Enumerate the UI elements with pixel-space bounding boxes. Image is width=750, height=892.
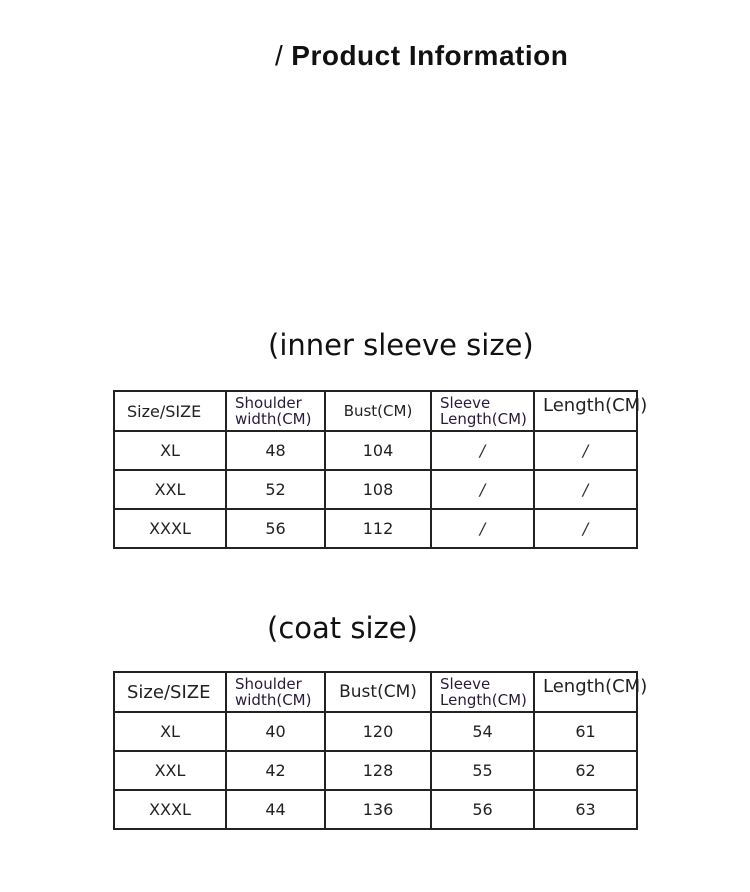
cell-length: 61	[534, 712, 637, 751]
header-length-label: Length(CM)	[543, 675, 648, 697]
cell-sleeve: 55	[431, 751, 534, 790]
page-title: Product Information	[291, 40, 569, 71]
header-shoulder-line1: Shoulder	[235, 394, 302, 412]
header-shoulder	[226, 391, 325, 431]
table-row	[114, 712, 637, 751]
cell-shoulder: 40	[226, 712, 325, 751]
header-shoulder-line2: width(CM)	[235, 691, 312, 709]
cell-length: 62	[534, 751, 637, 790]
cell-sleeve: /	[431, 431, 534, 470]
cell-shoulder: 44	[226, 790, 325, 829]
table-row	[114, 431, 637, 470]
coat-size-table	[113, 671, 648, 830]
table-header-row	[114, 672, 637, 712]
cell-size: XL	[114, 712, 226, 751]
header-length	[534, 672, 648, 712]
cell-bust: 120	[325, 712, 431, 751]
cell-size: XXL	[114, 751, 226, 790]
table-row	[114, 790, 637, 829]
header-sleeve-line1: Sleeve	[440, 394, 491, 412]
header-size: Size/SIZE	[114, 672, 226, 712]
cell-shoulder: 48	[226, 431, 325, 470]
cell-shoulder: 52	[226, 470, 325, 509]
cell-size: XL	[114, 431, 226, 470]
cell-sleeve: 56	[431, 790, 534, 829]
cell-shoulder: 56	[226, 509, 325, 548]
table-header-row	[114, 391, 637, 431]
cell-length: /	[534, 431, 637, 470]
header-size: Size/SIZE	[114, 391, 226, 431]
cell-length: /	[534, 470, 637, 509]
cell-size: XXXL	[114, 509, 226, 548]
cell-bust: 128	[325, 751, 431, 790]
cell-bust: 108	[325, 470, 431, 509]
inner-size-table	[113, 390, 648, 549]
inner-sleeve-title: (inner sleeve size)	[268, 328, 534, 362]
header-sleeve	[431, 672, 534, 712]
coat-size-title: (coat size)	[267, 611, 418, 645]
header-length-label: Length(CM)	[543, 394, 648, 416]
header-sleeve-line2: Length(CM)	[440, 410, 527, 428]
cell-length: /	[534, 509, 637, 548]
header-sleeve	[431, 391, 534, 431]
header-shoulder-line2: width(CM)	[235, 410, 312, 428]
header-bust: Bust(CM)	[325, 391, 431, 431]
cell-bust: 112	[325, 509, 431, 548]
header-shoulder-line1: Shoulder	[235, 675, 302, 693]
header-slash: /	[275, 40, 284, 71]
cell-size: XXXL	[114, 790, 226, 829]
cell-sleeve: /	[431, 470, 534, 509]
cell-shoulder: 42	[226, 751, 325, 790]
cell-size: XXL	[114, 470, 226, 509]
table-row	[114, 751, 637, 790]
cell-length: 63	[534, 790, 637, 829]
table-row	[114, 470, 637, 509]
header-bust: Bust(CM)	[325, 672, 431, 712]
cell-sleeve: 54	[431, 712, 534, 751]
cell-sleeve: /	[431, 509, 534, 548]
cell-bust: 136	[325, 790, 431, 829]
cell-bust: 104	[325, 431, 431, 470]
header-sleeve-line1: Sleeve	[440, 675, 491, 693]
header-sleeve-line2: Length(CM)	[440, 691, 527, 709]
header-length	[534, 391, 648, 431]
header-shoulder	[226, 672, 325, 712]
page-header	[275, 40, 568, 72]
table-row	[114, 509, 637, 548]
